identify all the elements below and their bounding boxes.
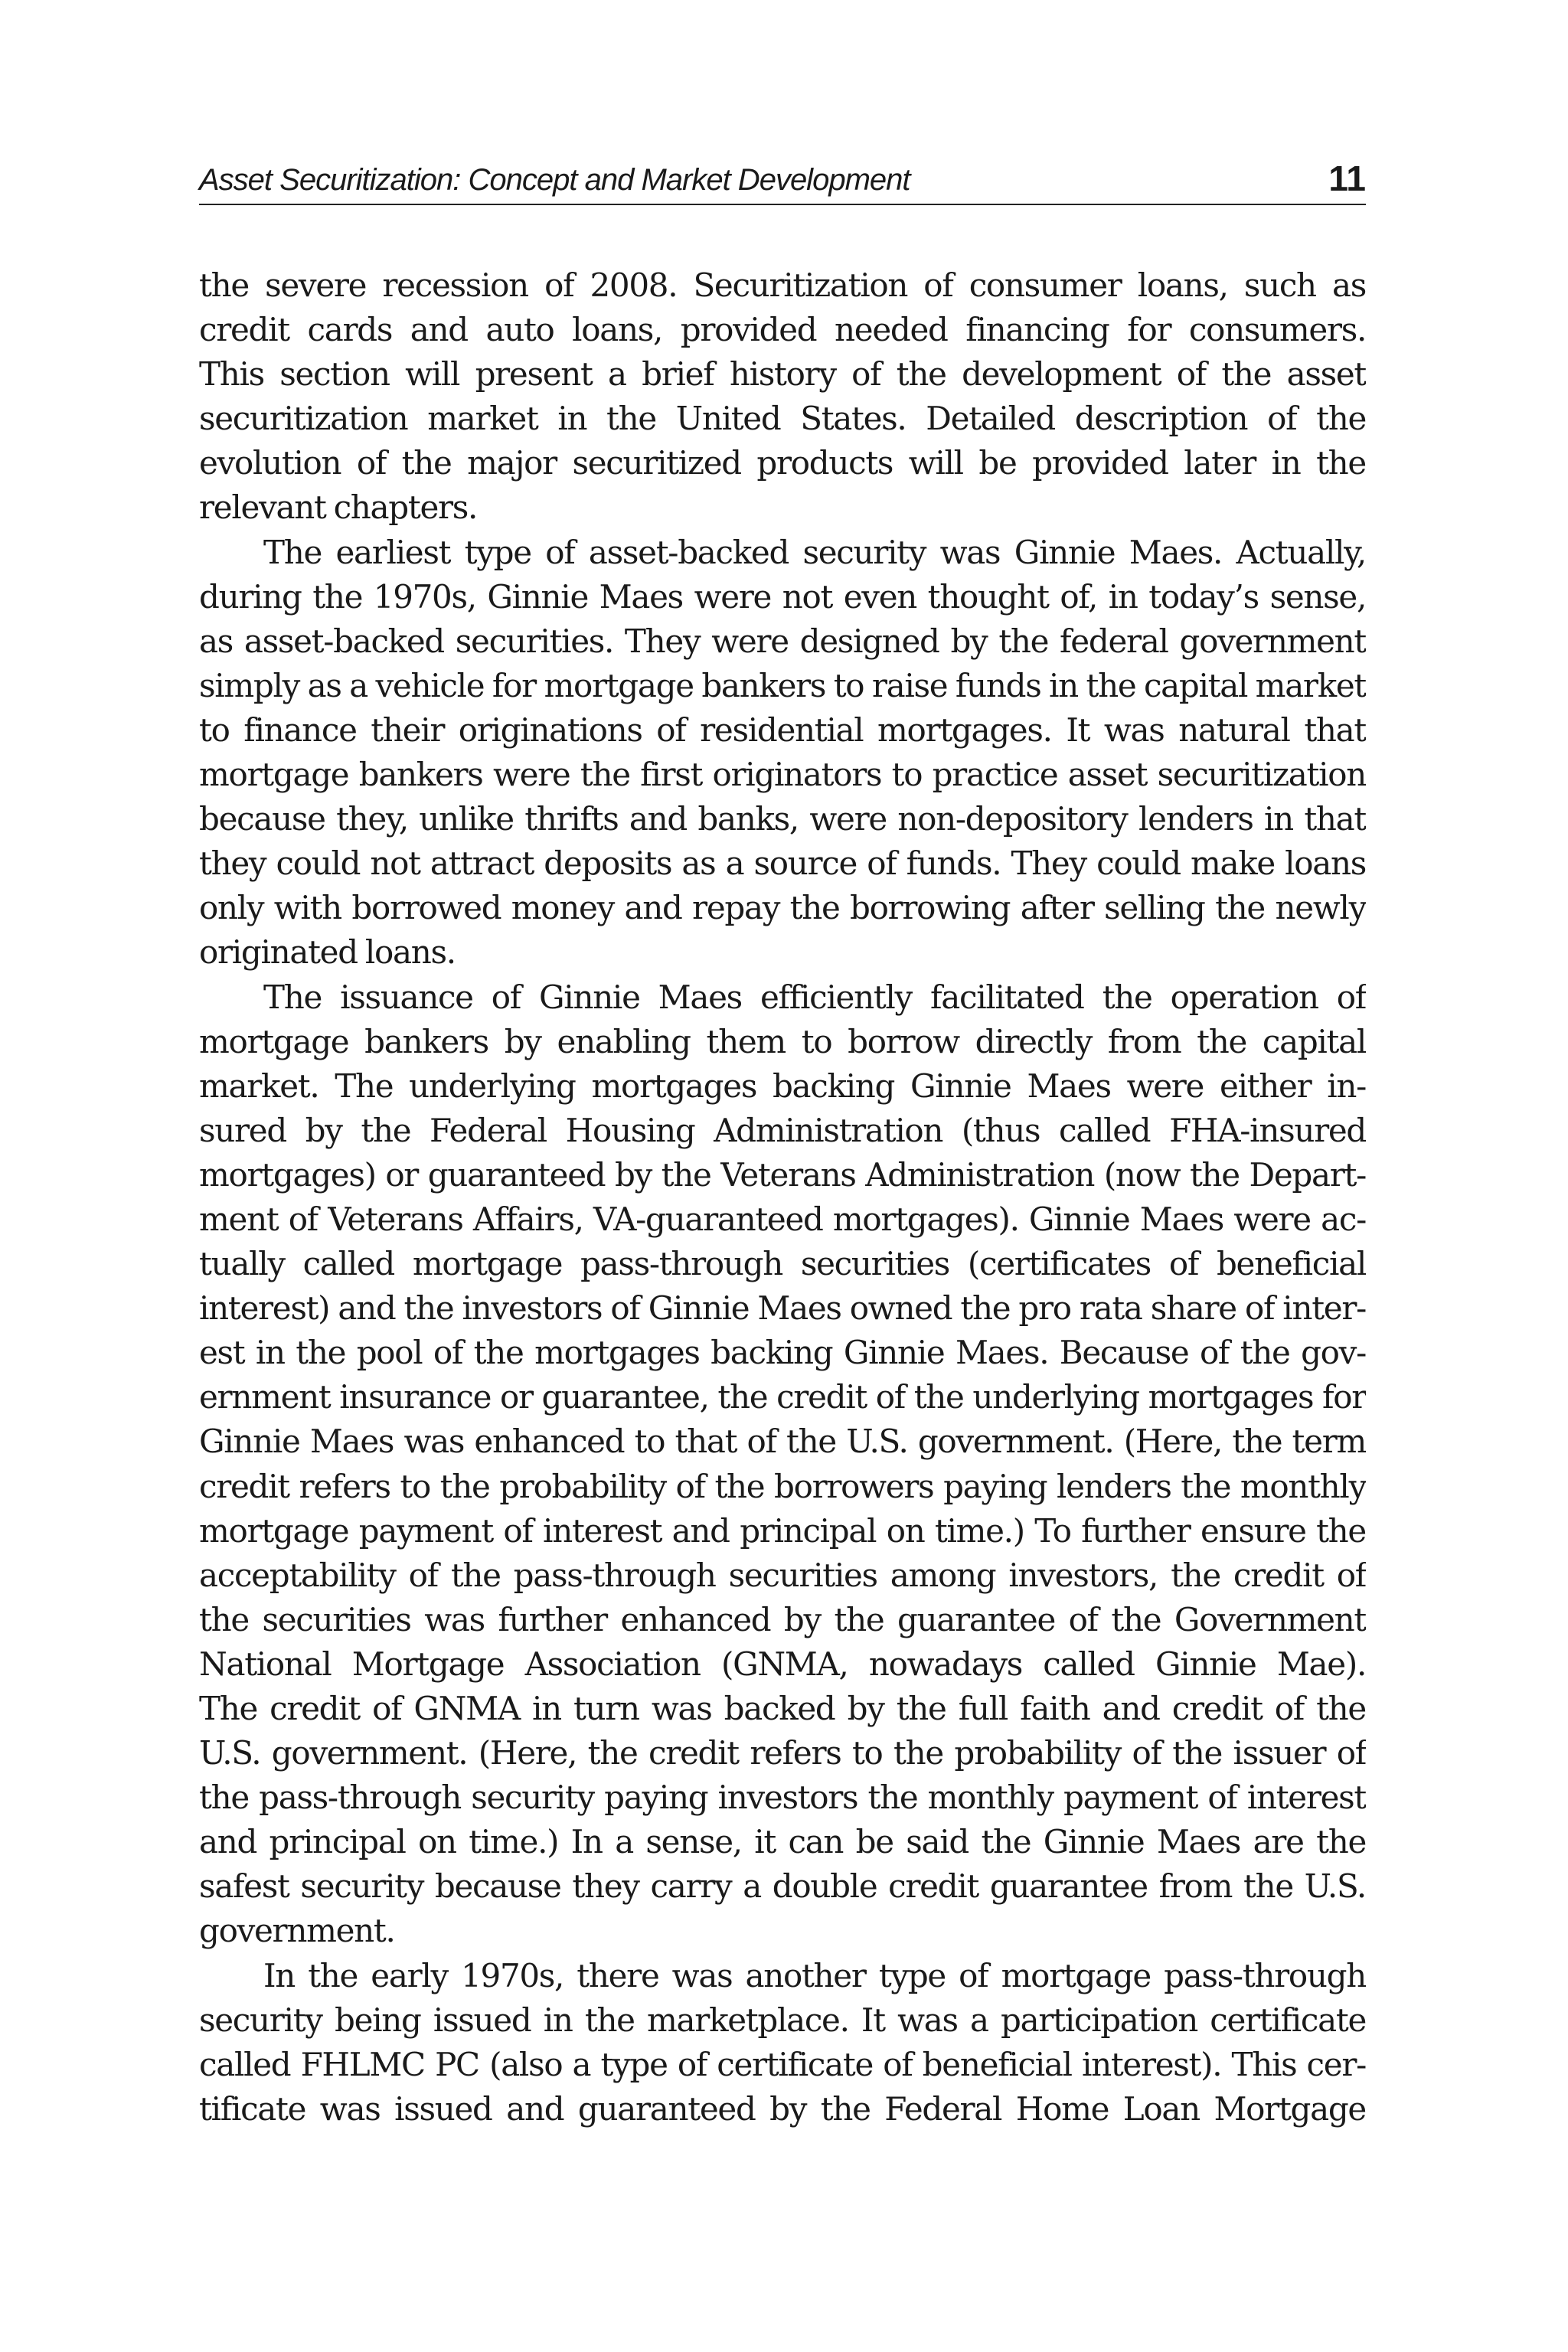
text-line: The issuance of Ginnie Maes efficiently facilitated the operation of	[263, 978, 1366, 1016]
text-line: mortgage bankers by enabling them to borrow directly from the capital	[199, 1022, 1366, 1060]
text-line: the pass-through security paying investors the monthly payment of interest	[199, 1779, 1366, 1817]
paragraph	[199, 531, 1366, 975]
text-line: est in the pool of the mortgages backing Ginnie Maes. Because of the gov-	[199, 1334, 1366, 1372]
text-line: the severe recession of 2008. Securitization of consumer loans, such as	[199, 266, 1366, 304]
text-line: they could not attract deposits as a source of funds. They could make loans	[199, 844, 1366, 883]
paragraph	[199, 975, 1366, 1954]
text-line: The credit of GNMA in turn was backed by the full faith and credit of the	[199, 1690, 1366, 1727]
text-line: credit refers to the probability of the borrowers paying lenders the monthly	[199, 1467, 1366, 1505]
text-line: U.S. government. (Here, the credit refers to the probability of the issuer of	[199, 1734, 1366, 1772]
text-line: relevant chapters.	[199, 488, 478, 527]
text-line: securitization market in the United States. Detailed description of the	[199, 400, 1366, 438]
paragraph	[199, 263, 1366, 531]
running-header	[199, 158, 1366, 205]
text-line: because they, unlike thrifts and banks, were non-depository lenders in that	[199, 800, 1366, 838]
text-line: interest) and the investors of Ginnie Maes owned the pro rata share of inter-	[199, 1289, 1366, 1328]
text-line: This section will present a brief history of the development of the asset	[199, 355, 1366, 394]
text-line: evolution of the major securitized products will be provided later in the	[199, 444, 1366, 482]
text-line: acceptability of the pass-through securities among investors, the credit of	[199, 1556, 1366, 1594]
text-line: ment of Veterans Affairs, VA-guaranteed mortgages). Ginnie Maes were ac-	[199, 1200, 1366, 1238]
text-line: government.	[199, 1912, 395, 1950]
text-line: originated loans.	[199, 933, 456, 972]
running-title: Asset Securitization: Concept and Market Development	[199, 163, 910, 197]
text-line: tually called mortgage pass-through securities (certificates of beneficial	[199, 1245, 1366, 1283]
text-line: to finance their originations of residential mortgages. It was natural that	[199, 710, 1366, 749]
text-line: tificate was issued and guaranteed by the Federal Home Loan Mortgage	[199, 2089, 1366, 2128]
text-line: Ginnie Maes was enhanced to that of the U.S. government. (Here, the term	[199, 1423, 1366, 1461]
text-line: simply as a vehicle for mortgage bankers to raise funds in the capital market	[199, 666, 1366, 704]
text-line: only with borrowed money and repay the borrowing after selling the newly	[199, 889, 1366, 927]
text-line: mortgages) or guaranteed by the Veterans Administration (now the Depart-	[199, 1155, 1366, 1194]
text-line: sured by the Federal Housing Administration (thus called FHA-insured	[199, 1111, 1366, 1149]
text-line: the securities was further enhanced by the guarantee of the Government	[199, 1600, 1366, 1638]
text-line: credit cards and auto loans, provided needed financing for consumers.	[199, 311, 1366, 349]
text-line: In the early 1970s, there was another type of mortgage pass-through	[263, 1956, 1366, 1994]
paragraph	[199, 1954, 1366, 2132]
text-line: during the 1970s, Ginnie Maes were not even thought of, in today’s sense,	[199, 577, 1366, 616]
text-line: as asset-backed securities. They were designed by the federal government	[199, 622, 1366, 660]
text-line: ernment insurance or guarantee, the credit of the underlying mortgages for	[199, 1378, 1366, 1416]
text-line: National Mortgage Association (GNMA, nowadays called Ginnie Mae).	[199, 1645, 1366, 1683]
page-number: 11	[1328, 158, 1366, 198]
text-line: The earliest type of asset-backed security was Ginnie Maes. Actually,	[263, 533, 1366, 571]
body-text	[199, 263, 1366, 2132]
text-line: and principal on time.) In a sense, it can be said the Ginnie Maes are the	[199, 1823, 1366, 1861]
text-line: safest security because they carry a double credit guarantee from the U.S.	[199, 1867, 1366, 1906]
text-line: mortgage payment of interest and principal on time.) To further ensure the	[199, 1511, 1366, 1550]
text-line: market. The underlying mortgages backing Ginnie Maes were either in-	[199, 1067, 1366, 1105]
text-line: security being issued in the marketplace. It was a participation certificate	[199, 2001, 1366, 2039]
text-line: mortgage bankers were the first originators to practice asset securitization	[199, 756, 1366, 794]
text-line: called FHLMC PC (also a type of certificate of beneficial interest). This cer-	[199, 2045, 1366, 2083]
